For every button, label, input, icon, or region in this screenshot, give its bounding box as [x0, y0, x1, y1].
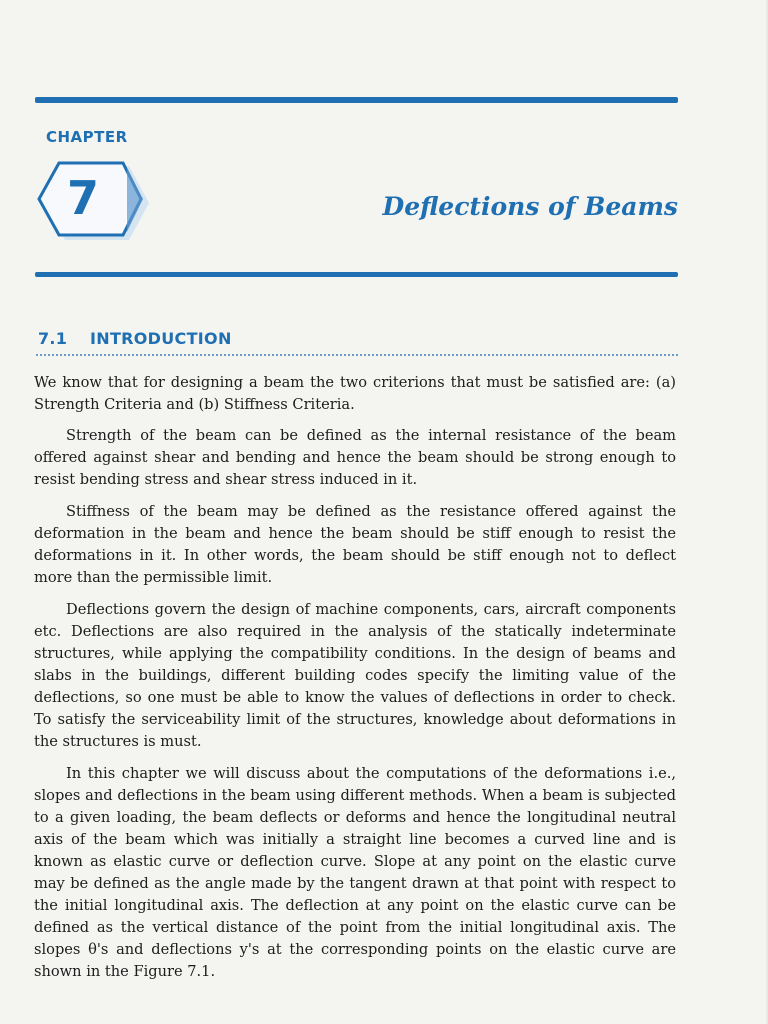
paragraph-chapter-overview: In this chapter we will discuss about the computations of the deformations i.e., slopes and deflections in the beam using different methods. When a beam is subjected to a given loading, the beam deflects or deforms and hence the longitudinal neutral axis of the beam which was initially a straight line becomes a curved line and is known as elastic curve or deflection curve. Slope at any point on the elastic curve may be defined as the angle made by the tangent drawn at that point with respect to the initial longitudinal axis. The deflection at any point on the elastic curve can be defined as the vertical distance of the point from the initial longitudinal axis. The slopes θ's and deflections y's at the corresponding points on the elastic curve are shown in the Figure 7.1. [34, 765, 676, 980]
paragraph-stiffness: Stiffness of the beam may be defined as the resistance offered against the deformation in the beam and hence the beam should be stiff enough to resist the deformations in it. In other words, the beam should be stiff enough not to deflect more than the permissible limit. [34, 503, 676, 586]
paragraph-strength: Strength of the beam can be defined as the internal resistance of the beam offered against shear and bending and hence the beam should be strong enough to resist bending stress and shear stress induced in it. [34, 427, 676, 488]
paragraph-deflections-design: Deflections govern the design of machine components, cars, aircraft components etc. Deflections are also required in the analysis of the statically indeterminate structures, while applying the compatibility conditions. In the design of beams and slabs in the buildings, different building codes specify the limiting value of the deflections, so one must be able to know the values of deflections in order to check. To satisfy the serviceability limit of the structures, knowledge about deformations in the structures is must. [34, 601, 676, 750]
section-title: INTRODUCTION [90, 329, 232, 348]
chapter-title: Deflections of Beams [382, 192, 678, 221]
body-text [34, 372, 676, 993]
chapter-label: CHAPTER [46, 128, 128, 146]
header-top-rule [35, 97, 678, 103]
section-heading [38, 329, 232, 348]
section-divider [36, 354, 678, 356]
chapter-number: 7 [66, 171, 99, 225]
paragraph-criteria: We know that for designing a beam the two criterions that must be satisfied are: (a) Strength Criteria and (b) Stiffness Criteria. [34, 374, 676, 413]
header-bottom-rule [35, 272, 678, 277]
section-number: 7.1 [38, 329, 68, 348]
